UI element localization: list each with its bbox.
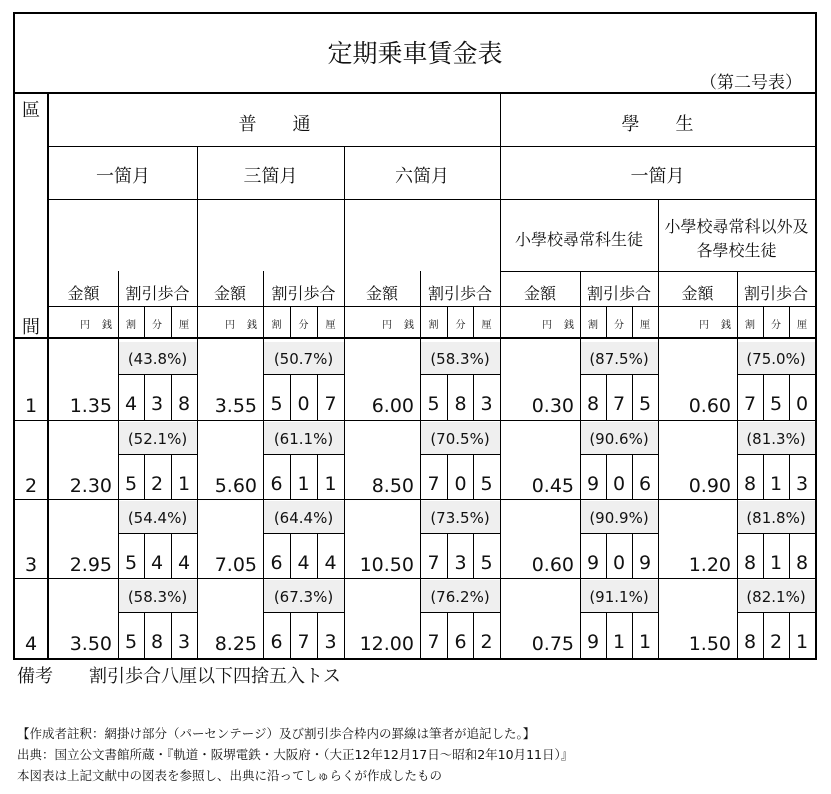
discount-digit: 5 bbox=[638, 393, 652, 415]
discount-digit: 6 bbox=[270, 473, 283, 495]
discount-digit: 1 bbox=[612, 631, 626, 653]
pct-divider bbox=[420, 533, 500, 534]
pct-divider bbox=[118, 533, 197, 534]
pct-divider bbox=[580, 374, 658, 375]
unit-wari: 割 bbox=[271, 320, 282, 331]
discount-digit: 7 bbox=[297, 631, 310, 653]
header-waribiki: 割引歩合 bbox=[125, 284, 190, 303]
section-label-bottom: 間 bbox=[22, 317, 40, 338]
fare-amount: 0.75 bbox=[531, 633, 574, 655]
pct-divider bbox=[420, 612, 500, 613]
fare-amount: 0.90 bbox=[688, 475, 731, 497]
row-number: 3 bbox=[24, 554, 38, 576]
pct-divider bbox=[580, 533, 658, 534]
discount-digit: 8 bbox=[795, 552, 809, 574]
discount-percent: (58.3%) bbox=[127, 588, 188, 606]
fare-amount: 3.50 bbox=[69, 633, 112, 655]
fare-amount: 6.00 bbox=[371, 395, 414, 417]
header-period-student: 一箇月 bbox=[630, 166, 685, 187]
header-kingaku: 金額 bbox=[365, 284, 398, 303]
discount-percent: (43.8%) bbox=[127, 350, 188, 368]
discount-digit: 0 bbox=[795, 393, 809, 415]
unit-bu: 分 bbox=[614, 320, 624, 331]
discount-digit: 2 bbox=[769, 631, 783, 653]
fare-amount: 10.50 bbox=[359, 554, 414, 576]
grid-line-v bbox=[658, 199, 659, 659]
header-futsu: 普 通 bbox=[238, 114, 311, 135]
pct-divider bbox=[737, 612, 815, 613]
pct-divider bbox=[580, 612, 658, 613]
fare-amount: 2.30 bbox=[69, 475, 112, 497]
pct-divider bbox=[580, 454, 658, 455]
title-divider bbox=[15, 92, 815, 94]
discount-percent: (61.1%) bbox=[273, 430, 334, 448]
discount-digit: 1 bbox=[324, 473, 337, 495]
discount-digit: 5 bbox=[124, 473, 138, 495]
discount-digit: 5 bbox=[480, 552, 493, 574]
header-student-b-line1: 小學校尋常科以外及 bbox=[664, 217, 809, 236]
header-student-b-line2: 各學校生徒 bbox=[696, 241, 777, 260]
discount-digit: 8 bbox=[743, 552, 757, 574]
fare-amount: 0.60 bbox=[688, 395, 731, 417]
discount-digit: 4 bbox=[124, 393, 138, 415]
row-divider bbox=[15, 578, 815, 579]
discount-digit: 9 bbox=[638, 552, 652, 574]
header-period-6: 六箇月 bbox=[395, 166, 449, 187]
fare-amount: 8.25 bbox=[214, 633, 257, 655]
unit-wari: 割 bbox=[745, 320, 755, 331]
header-kingaku: 金額 bbox=[681, 284, 714, 303]
remarks: 備考 割引歩合八厘以下四捨五入トス bbox=[17, 666, 341, 687]
page-subtitle: （第二号表） bbox=[700, 73, 802, 93]
discount-digit: 8 bbox=[454, 393, 467, 415]
pct-divider bbox=[737, 454, 815, 455]
discount-percent: (52.1%) bbox=[127, 430, 188, 448]
header-student-a: 小學校尋常科生徒 bbox=[514, 230, 643, 249]
discount-digit: 7 bbox=[427, 631, 440, 653]
unit-en: 円 bbox=[699, 320, 709, 331]
unit-bu: 分 bbox=[152, 320, 162, 331]
discount-digit: 1 bbox=[177, 473, 191, 495]
pct-divider bbox=[263, 533, 344, 534]
unit-en: 円 bbox=[542, 320, 552, 331]
discount-digit: 1 bbox=[297, 473, 310, 495]
discount-percent: (90.9%) bbox=[589, 509, 649, 527]
discount-digit: 1 bbox=[769, 552, 783, 574]
discount-digit: 7 bbox=[743, 393, 757, 415]
pct-divider bbox=[118, 612, 197, 613]
header-kingaku: 金額 bbox=[67, 284, 100, 303]
discount-percent: (54.4%) bbox=[127, 509, 188, 527]
discount-digit: 1 bbox=[638, 631, 652, 653]
discount-digit: 8 bbox=[150, 631, 164, 653]
fare-amount: 1.20 bbox=[688, 554, 731, 576]
fare-amount: 3.55 bbox=[214, 395, 257, 417]
discount-digit: 3 bbox=[795, 473, 809, 495]
header-waribiki: 割引歩合 bbox=[586, 284, 651, 303]
discount-percent: (87.5%) bbox=[589, 350, 649, 368]
discount-digit: 6 bbox=[638, 473, 652, 495]
pct-divider bbox=[263, 454, 344, 455]
unit-wari: 割 bbox=[588, 320, 598, 331]
discount-digit: 1 bbox=[795, 631, 809, 653]
unit-rin: 厘 bbox=[179, 320, 189, 331]
discount-percent: (75.0%) bbox=[746, 350, 806, 368]
discount-digit: 7 bbox=[612, 393, 626, 415]
discount-digit: 0 bbox=[612, 473, 626, 495]
pct-divider bbox=[263, 374, 344, 375]
row-number: 1 bbox=[24, 395, 38, 417]
unit-bu: 分 bbox=[771, 320, 781, 331]
discount-digit: 9 bbox=[586, 552, 600, 574]
header-divider bbox=[15, 337, 815, 339]
header-kingaku: 金額 bbox=[213, 284, 246, 303]
unit-rin: 厘 bbox=[640, 320, 650, 331]
discount-percent: (50.7%) bbox=[273, 350, 334, 368]
unit-rin: 厘 bbox=[325, 320, 336, 331]
fare-amount: 1.50 bbox=[688, 633, 731, 655]
discount-digit: 6 bbox=[270, 552, 283, 574]
unit-en: 円 bbox=[225, 320, 235, 331]
row-number: 4 bbox=[24, 633, 38, 655]
discount-digit: 3 bbox=[454, 552, 467, 574]
discount-percent: (76.2%) bbox=[430, 588, 490, 606]
discount-digit: 6 bbox=[270, 631, 283, 653]
header-period-1: 一箇月 bbox=[96, 166, 150, 187]
unit-rin: 厘 bbox=[797, 320, 807, 331]
discount-digit: 7 bbox=[324, 393, 337, 415]
section-label-top: 區 bbox=[22, 100, 40, 121]
unit-wari: 割 bbox=[428, 320, 439, 331]
discount-digit: 8 bbox=[743, 473, 757, 495]
fare-amount: 12.00 bbox=[359, 633, 414, 655]
unit-bu: 分 bbox=[455, 320, 466, 331]
header-waribiki: 割引歩合 bbox=[427, 284, 492, 303]
discount-digit: 4 bbox=[177, 552, 191, 574]
pct-divider bbox=[420, 454, 500, 455]
discount-digit: 0 bbox=[297, 393, 310, 415]
fare-amount: 1.35 bbox=[69, 395, 112, 417]
discount-digit: 3 bbox=[480, 393, 493, 415]
fare-amount: 8.50 bbox=[371, 475, 414, 497]
header-waribiki: 割引歩合 bbox=[271, 284, 336, 303]
fare-amount: 2.95 bbox=[69, 554, 112, 576]
grid-line-h bbox=[49, 306, 815, 307]
discount-digit: 5 bbox=[769, 393, 783, 415]
pct-divider bbox=[420, 374, 500, 375]
discount-digit: 3 bbox=[324, 631, 337, 653]
discount-digit: 5 bbox=[427, 393, 440, 415]
unit-sen: 銭 bbox=[247, 320, 257, 331]
discount-digit: 8 bbox=[586, 393, 600, 415]
unit-sen: 銭 bbox=[404, 320, 414, 331]
discount-digit: 7 bbox=[427, 552, 440, 574]
pct-divider bbox=[263, 612, 344, 613]
row-divider bbox=[15, 499, 815, 500]
unit-en: 円 bbox=[382, 320, 392, 331]
discount-percent: (67.3%) bbox=[273, 588, 334, 606]
discount-digit: 3 bbox=[177, 631, 191, 653]
unit-sen: 銭 bbox=[721, 320, 731, 331]
unit-wari: 割 bbox=[126, 320, 136, 331]
discount-percent: (91.1%) bbox=[589, 588, 649, 606]
discount-digit: 4 bbox=[150, 552, 164, 574]
discount-digit: 5 bbox=[270, 393, 283, 415]
pct-divider bbox=[118, 454, 197, 455]
discount-digit: 7 bbox=[427, 473, 440, 495]
pct-divider bbox=[118, 374, 197, 375]
fare-amount: 0.45 bbox=[531, 475, 574, 497]
unit-en: 円 bbox=[80, 320, 90, 331]
fare-amount: 0.30 bbox=[531, 395, 574, 417]
discount-digit: 1 bbox=[769, 473, 783, 495]
row-number: 2 bbox=[24, 475, 38, 497]
pct-divider bbox=[737, 533, 815, 534]
credit-author: 本図表は上記文献中の図表を参照し、出典に沿ってしゅらくが作成したもの bbox=[17, 768, 443, 783]
fare-amount: 5.60 bbox=[214, 475, 257, 497]
discount-digit: 3 bbox=[150, 393, 164, 415]
credit-source: 出典：国立公文書館所蔵・『軌道・阪堺電鉄・大阪府・（大正12年12月17日～昭和2年10月11日）』 bbox=[17, 747, 574, 762]
unit-sen: 銭 bbox=[564, 320, 574, 331]
discount-digit: 5 bbox=[124, 552, 138, 574]
discount-digit: 2 bbox=[480, 631, 493, 653]
discount-digit: 5 bbox=[480, 473, 493, 495]
discount-digit: 4 bbox=[324, 552, 337, 574]
discount-digit: 4 bbox=[297, 552, 310, 574]
row-divider bbox=[15, 420, 815, 421]
discount-percent: (82.1%) bbox=[746, 588, 806, 606]
discount-percent: (90.6%) bbox=[589, 430, 649, 448]
discount-percent: (81.8%) bbox=[746, 509, 806, 527]
discount-digit: 8 bbox=[177, 393, 191, 415]
discount-percent: (58.3%) bbox=[430, 350, 490, 368]
grid-line-h bbox=[49, 199, 815, 200]
grid-line-h bbox=[49, 146, 815, 147]
fare-amount: 7.05 bbox=[214, 554, 257, 576]
credit-note: 【作成者註釈：網掛け部分（パーセンテージ）及び割引歩合枠内の罫線は筆者が追記した。】 bbox=[17, 726, 536, 741]
discount-percent: (64.4%) bbox=[273, 509, 334, 527]
discount-digit: 9 bbox=[586, 473, 600, 495]
discount-percent: (70.5%) bbox=[430, 430, 490, 448]
discount-digit: 2 bbox=[150, 473, 164, 495]
unit-bu: 分 bbox=[298, 320, 309, 331]
discount-digit: 0 bbox=[612, 552, 626, 574]
header-kingaku: 金額 bbox=[523, 284, 556, 303]
discount-digit: 0 bbox=[454, 473, 467, 495]
discount-percent: (81.3%) bbox=[746, 430, 806, 448]
pct-divider bbox=[737, 374, 815, 375]
unit-rin: 厘 bbox=[481, 320, 492, 331]
discount-percent: (73.5%) bbox=[430, 509, 490, 527]
discount-digit: 5 bbox=[124, 631, 138, 653]
discount-digit: 6 bbox=[454, 631, 467, 653]
header-period-3: 三箇月 bbox=[243, 166, 298, 187]
discount-digit: 8 bbox=[743, 631, 757, 653]
fare-amount: 0.60 bbox=[531, 554, 574, 576]
header-gakusei: 學 生 bbox=[621, 114, 694, 135]
header-waribiki: 割引歩合 bbox=[743, 284, 808, 303]
unit-sen: 銭 bbox=[102, 320, 112, 331]
page-title: 定期乗車賃金表 bbox=[327, 39, 503, 68]
discount-digit: 9 bbox=[586, 631, 600, 653]
